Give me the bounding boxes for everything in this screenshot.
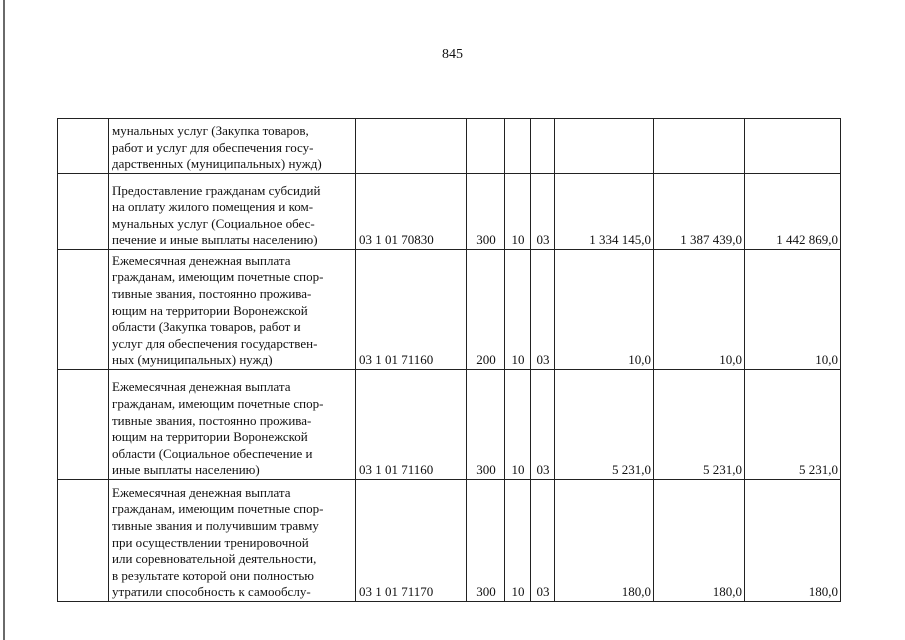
amount-year2-cell: 10,0 (654, 250, 745, 370)
description-line: области (Социальное обеспечение и (112, 445, 313, 461)
description-line: гражданам, имеющим почетные спор- (112, 269, 324, 285)
description-line: Ежемесячная денежная выплата (112, 379, 291, 395)
description-line: иные выплаты населению) (112, 462, 260, 478)
expense-type-cell (467, 119, 505, 174)
description-line: печение и иные выплаты населению) (112, 232, 318, 248)
description-line: ных (муниципальных) нужд) (112, 352, 273, 368)
amount-year3-cell: 180,0 (745, 480, 841, 602)
table-body (58, 119, 841, 602)
section-cell: 10 (505, 174, 531, 250)
row-number-cell (58, 250, 109, 370)
description-line: дарственных (муниципальных) нужд) (112, 156, 322, 172)
description-line: тивные звания и получившим травму (112, 518, 319, 534)
page-number: 845 (442, 47, 463, 62)
description-line: при осуществлении тренировочной (112, 534, 309, 550)
amount-year2-cell: 1 387 439,0 (654, 174, 745, 250)
description-line: Ежемесячная денежная выплата (112, 484, 291, 500)
amount-year2-cell (654, 119, 745, 174)
description-line: гражданам, имеющим почетные спор- (112, 501, 324, 517)
subsection-cell: 03 (531, 250, 555, 370)
amount-year1-cell: 5 231,0 (555, 370, 654, 480)
expense-type-cell: 300 (467, 480, 505, 602)
amount-year2-cell: 180,0 (654, 480, 745, 602)
description-line: работ и услуг для обеспечения госу- (112, 139, 314, 155)
expense-type-cell: 300 (467, 370, 505, 480)
description-line: в результате которой они полностью (112, 567, 315, 583)
description-line: ющим на территории Воронежской (112, 429, 308, 445)
amount-year1-cell (555, 119, 654, 174)
row-number-cell (58, 174, 109, 250)
table-row (58, 370, 841, 480)
amount-year2-cell: 5 231,0 (654, 370, 745, 480)
description-line: тивные звания, постоянно прожива- (112, 412, 312, 428)
table-row (58, 119, 841, 174)
table-row (58, 250, 841, 370)
amount-year1-cell: 180,0 (555, 480, 654, 602)
description-line: мунальных услуг (Социальное обес- (112, 215, 315, 231)
description-line: Ежемесячная денежная выплата (112, 252, 291, 268)
description-cell (109, 480, 356, 602)
description-line: тивные звания, постоянно прожива- (112, 286, 312, 302)
amount-year3-cell (745, 119, 841, 174)
description-line: услуг для обеспечения государствен- (112, 335, 318, 351)
section-cell: 10 (505, 250, 531, 370)
row-number-cell (58, 119, 109, 174)
description-line: на оплату жилого помещения и ком- (112, 199, 314, 215)
target-article-cell: 03 1 01 70830 (356, 174, 467, 250)
section-cell: 10 (505, 370, 531, 480)
amount-year1-cell: 10,0 (555, 250, 654, 370)
description-line: утратили способность к самообслу- (112, 584, 311, 600)
subsection-cell: 03 (531, 480, 555, 602)
description-line: мунальных услуг (Закупка товаров, (112, 123, 309, 139)
description-line: Предоставление гражданам субсидий (112, 182, 321, 198)
description-line: ющим на территории Воронежской (112, 302, 308, 318)
row-number-cell (58, 480, 109, 602)
expense-type-cell: 300 (467, 174, 505, 250)
description-line: или соревновательной деятельности, (112, 551, 317, 567)
row-number-cell (58, 370, 109, 480)
description-cell (109, 370, 356, 480)
description-cell (109, 250, 356, 370)
subsection-cell: 03 (531, 370, 555, 480)
table-row (58, 174, 841, 250)
scan-edge-line (3, 0, 5, 640)
target-article-cell: 03 1 01 71160 (356, 370, 467, 480)
budget-table (57, 118, 841, 602)
target-article-cell: 03 1 01 71160 (356, 250, 467, 370)
subsection-cell (531, 119, 555, 174)
description-line: области (Закупка товаров, работ и (112, 319, 301, 335)
amount-year3-cell: 1 442 869,0 (745, 174, 841, 250)
section-cell: 10 (505, 480, 531, 602)
target-article-cell: 03 1 01 71170 (356, 480, 467, 602)
amount-year1-cell: 1 334 145,0 (555, 174, 654, 250)
amount-year3-cell: 5 231,0 (745, 370, 841, 480)
table-row (58, 480, 841, 602)
description-cell (109, 119, 356, 174)
description-cell (109, 174, 356, 250)
section-cell (505, 119, 531, 174)
target-article-cell (356, 119, 467, 174)
amount-year3-cell: 10,0 (745, 250, 841, 370)
expense-type-cell: 200 (467, 250, 505, 370)
subsection-cell: 03 (531, 174, 555, 250)
description-line: гражданам, имеющим почетные спор- (112, 396, 324, 412)
